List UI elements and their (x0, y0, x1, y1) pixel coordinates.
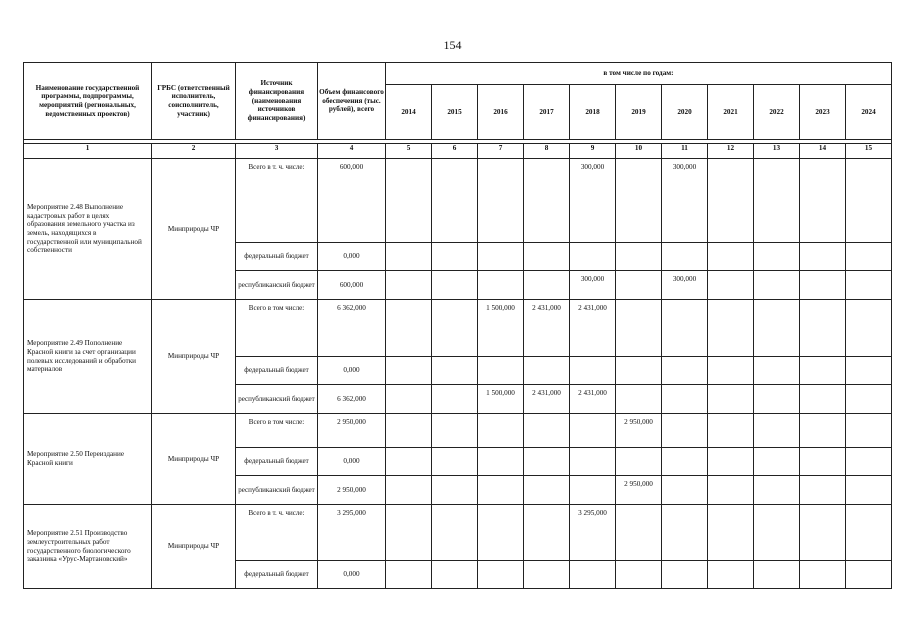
year-amount (662, 561, 708, 589)
table-row (24, 300, 892, 357)
year-amount (708, 385, 754, 414)
event-name: Мероприятие 2.51 Производство землеустроительных работ государственного биологического заказника «Урус-Мартановский» (24, 505, 152, 589)
year-amount (754, 561, 800, 589)
column-number: 11 (662, 144, 708, 159)
year-amount: 2 950,000 (616, 414, 662, 448)
year-amount (708, 414, 754, 448)
year-amount (754, 357, 800, 385)
year-amount (478, 448, 524, 476)
header-year: 2021 (708, 85, 754, 140)
year-amount (386, 561, 432, 589)
year-amount (524, 448, 570, 476)
year-amount: 1 500,000 (478, 300, 524, 357)
total-amount: 2 950,000 (318, 414, 386, 448)
header-year: 2023 (800, 85, 846, 140)
column-number: 1 (24, 144, 152, 159)
event-grbs: Минприроды ЧР (152, 414, 236, 505)
funding-source: Всего в т. ч. числе: (236, 159, 318, 243)
year-amount (662, 385, 708, 414)
header-year: 2018 (570, 85, 616, 140)
column-number: 13 (754, 144, 800, 159)
funding-source: федеральный бюджет (236, 357, 318, 385)
year-amount (432, 159, 478, 243)
column-number: 5 (386, 144, 432, 159)
total-amount: 0,000 (318, 561, 386, 589)
year-amount (386, 476, 432, 505)
year-amount (386, 448, 432, 476)
year-amount (570, 414, 616, 448)
year-amount (524, 159, 570, 243)
year-amount (846, 476, 892, 505)
column-number: 6 (432, 144, 478, 159)
year-amount (432, 505, 478, 561)
total-amount: 3 295,000 (318, 505, 386, 561)
year-amount (478, 159, 524, 243)
year-amount (846, 505, 892, 561)
year-amount (616, 159, 662, 243)
year-amount (616, 561, 662, 589)
year-amount (432, 476, 478, 505)
year-amount (478, 561, 524, 589)
header-year: 2017 (524, 85, 570, 140)
year-amount (708, 300, 754, 357)
column-number: 2 (152, 144, 236, 159)
financing-table (23, 62, 892, 589)
year-amount (846, 561, 892, 589)
year-amount (754, 243, 800, 271)
total-amount: 600,000 (318, 159, 386, 243)
funding-source: федеральный бюджет (236, 561, 318, 589)
year-amount (846, 448, 892, 476)
year-amount (432, 448, 478, 476)
year-amount (524, 561, 570, 589)
total-amount: 0,000 (318, 357, 386, 385)
year-amount (432, 271, 478, 300)
year-amount (478, 505, 524, 561)
total-amount: 6 362,000 (318, 385, 386, 414)
year-amount (478, 243, 524, 271)
year-amount (616, 505, 662, 561)
column-number: 10 (616, 144, 662, 159)
funding-source: федеральный бюджет (236, 448, 318, 476)
year-amount (846, 243, 892, 271)
year-amount (662, 476, 708, 505)
year-amount (708, 243, 754, 271)
year-amount (616, 385, 662, 414)
year-amount (432, 385, 478, 414)
year-amount (846, 414, 892, 448)
year-amount: 2 431,000 (524, 300, 570, 357)
year-amount (524, 505, 570, 561)
year-amount (662, 357, 708, 385)
year-amount (662, 300, 708, 357)
year-amount (754, 448, 800, 476)
header-year: 2022 (754, 85, 800, 140)
year-amount: 2 431,000 (570, 300, 616, 357)
funding-source: Всего в т. ч. числе: (236, 505, 318, 561)
year-amount (432, 561, 478, 589)
year-amount (616, 300, 662, 357)
year-amount (386, 300, 432, 357)
event-grbs: Минприроды ЧР (152, 300, 236, 414)
header-year: 2020 (662, 85, 708, 140)
funding-source: федеральный бюджет (236, 243, 318, 271)
year-amount: 300,000 (662, 159, 708, 243)
column-number: 4 (318, 144, 386, 159)
total-amount: 600,000 (318, 271, 386, 300)
year-amount (386, 271, 432, 300)
year-amount (662, 243, 708, 271)
year-amount (800, 414, 846, 448)
year-amount (800, 271, 846, 300)
year-amount (708, 448, 754, 476)
funding-source: Всего в том числе: (236, 414, 318, 448)
year-amount (754, 159, 800, 243)
header-grbs: ГРБС (ответственный исполнитель, соисполнитель, участник) (152, 63, 236, 140)
funding-source: республиканский бюджет (236, 476, 318, 505)
year-amount (386, 385, 432, 414)
year-amount (570, 476, 616, 505)
year-amount (754, 271, 800, 300)
year-amount (708, 561, 754, 589)
funding-source: республиканский бюджет (236, 271, 318, 300)
year-amount (570, 561, 616, 589)
year-amount (708, 357, 754, 385)
year-amount (478, 476, 524, 505)
year-amount: 2 431,000 (570, 385, 616, 414)
table-row (24, 159, 892, 243)
year-amount (800, 505, 846, 561)
funding-source: республиканский бюджет (236, 385, 318, 414)
year-amount (524, 243, 570, 271)
year-amount (570, 243, 616, 271)
year-amount (754, 414, 800, 448)
year-amount: 1 500,000 (478, 385, 524, 414)
year-amount (478, 271, 524, 300)
year-amount (662, 448, 708, 476)
year-amount (800, 448, 846, 476)
total-amount: 6 362,000 (318, 300, 386, 357)
event-grbs: Минприроды ЧР (152, 505, 236, 589)
year-amount (846, 385, 892, 414)
year-amount (524, 476, 570, 505)
year-amount (478, 357, 524, 385)
column-number: 8 (524, 144, 570, 159)
year-amount (432, 357, 478, 385)
event-grbs: Минприроды ЧР (152, 159, 236, 300)
year-amount: 2 431,000 (524, 385, 570, 414)
year-amount (800, 159, 846, 243)
header-year: 2024 (846, 85, 892, 140)
year-amount (662, 414, 708, 448)
header-year: 2015 (432, 85, 478, 140)
year-amount (386, 243, 432, 271)
year-amount (708, 159, 754, 243)
year-amount: 300,000 (662, 271, 708, 300)
year-amount: 300,000 (570, 271, 616, 300)
year-amount (524, 357, 570, 385)
year-amount (386, 357, 432, 385)
year-amount (846, 300, 892, 357)
event-name: Мероприятие 2.50 Переиздание Красной книги (24, 414, 152, 505)
table-row (24, 414, 892, 448)
year-amount (708, 505, 754, 561)
year-amount: 300,000 (570, 159, 616, 243)
year-amount (846, 271, 892, 300)
year-amount (386, 505, 432, 561)
page-number: 154 (443, 38, 462, 52)
header-year: 2016 (478, 85, 524, 140)
header-year: 2014 (386, 85, 432, 140)
header-name: Наименование государственной программы, подпрограммы, мероприятий (региональных, ведомственных проектов) (24, 63, 152, 140)
column-number: 12 (708, 144, 754, 159)
header-year: 2019 (616, 85, 662, 140)
year-amount (662, 505, 708, 561)
year-amount (570, 357, 616, 385)
year-amount (708, 476, 754, 505)
total-amount: 0,000 (318, 448, 386, 476)
year-amount (432, 414, 478, 448)
year-amount: 2 950,000 (616, 476, 662, 505)
total-amount: 2 950,000 (318, 476, 386, 505)
year-amount (754, 505, 800, 561)
year-amount (570, 448, 616, 476)
year-amount (386, 414, 432, 448)
year-amount (800, 243, 846, 271)
year-amount (432, 300, 478, 357)
year-amount (754, 300, 800, 357)
year-amount: 3 295,000 (570, 505, 616, 561)
column-number: 9 (570, 144, 616, 159)
year-amount (708, 271, 754, 300)
year-amount (524, 271, 570, 300)
event-name: Мероприятие 2.49 Пополнение Красной книги за счет организации полевых исследований и обработки материалов (24, 300, 152, 414)
funding-source: Всего в том числе: (236, 300, 318, 357)
year-amount (800, 385, 846, 414)
year-amount (386, 159, 432, 243)
column-number: 15 (846, 144, 892, 159)
year-amount (800, 561, 846, 589)
header-total: Объем финансового обеспечения (тыс. рублей), всего (318, 63, 386, 140)
table-row (24, 505, 892, 561)
header-source: Источник финансирования (наименования источников финансирования) (236, 63, 318, 140)
year-amount (524, 414, 570, 448)
year-amount (846, 159, 892, 243)
total-amount: 0,000 (318, 243, 386, 271)
year-amount (616, 448, 662, 476)
event-name: Мероприятие 2.48 Выполнение кадастровых работ в целях образования земельного участка из земель, находящихся в государственной или муниципальной собственности (24, 159, 152, 300)
column-number: 7 (478, 144, 524, 159)
column-number: 3 (236, 144, 318, 159)
header-years-title: в том числе по годам: (386, 63, 892, 85)
year-amount (800, 357, 846, 385)
year-amount (754, 385, 800, 414)
year-amount (478, 414, 524, 448)
column-number: 14 (800, 144, 846, 159)
year-amount (800, 476, 846, 505)
year-amount (754, 476, 800, 505)
year-amount (616, 243, 662, 271)
year-amount (846, 357, 892, 385)
year-amount (432, 243, 478, 271)
year-amount (616, 357, 662, 385)
year-amount (800, 300, 846, 357)
year-amount (616, 271, 662, 300)
